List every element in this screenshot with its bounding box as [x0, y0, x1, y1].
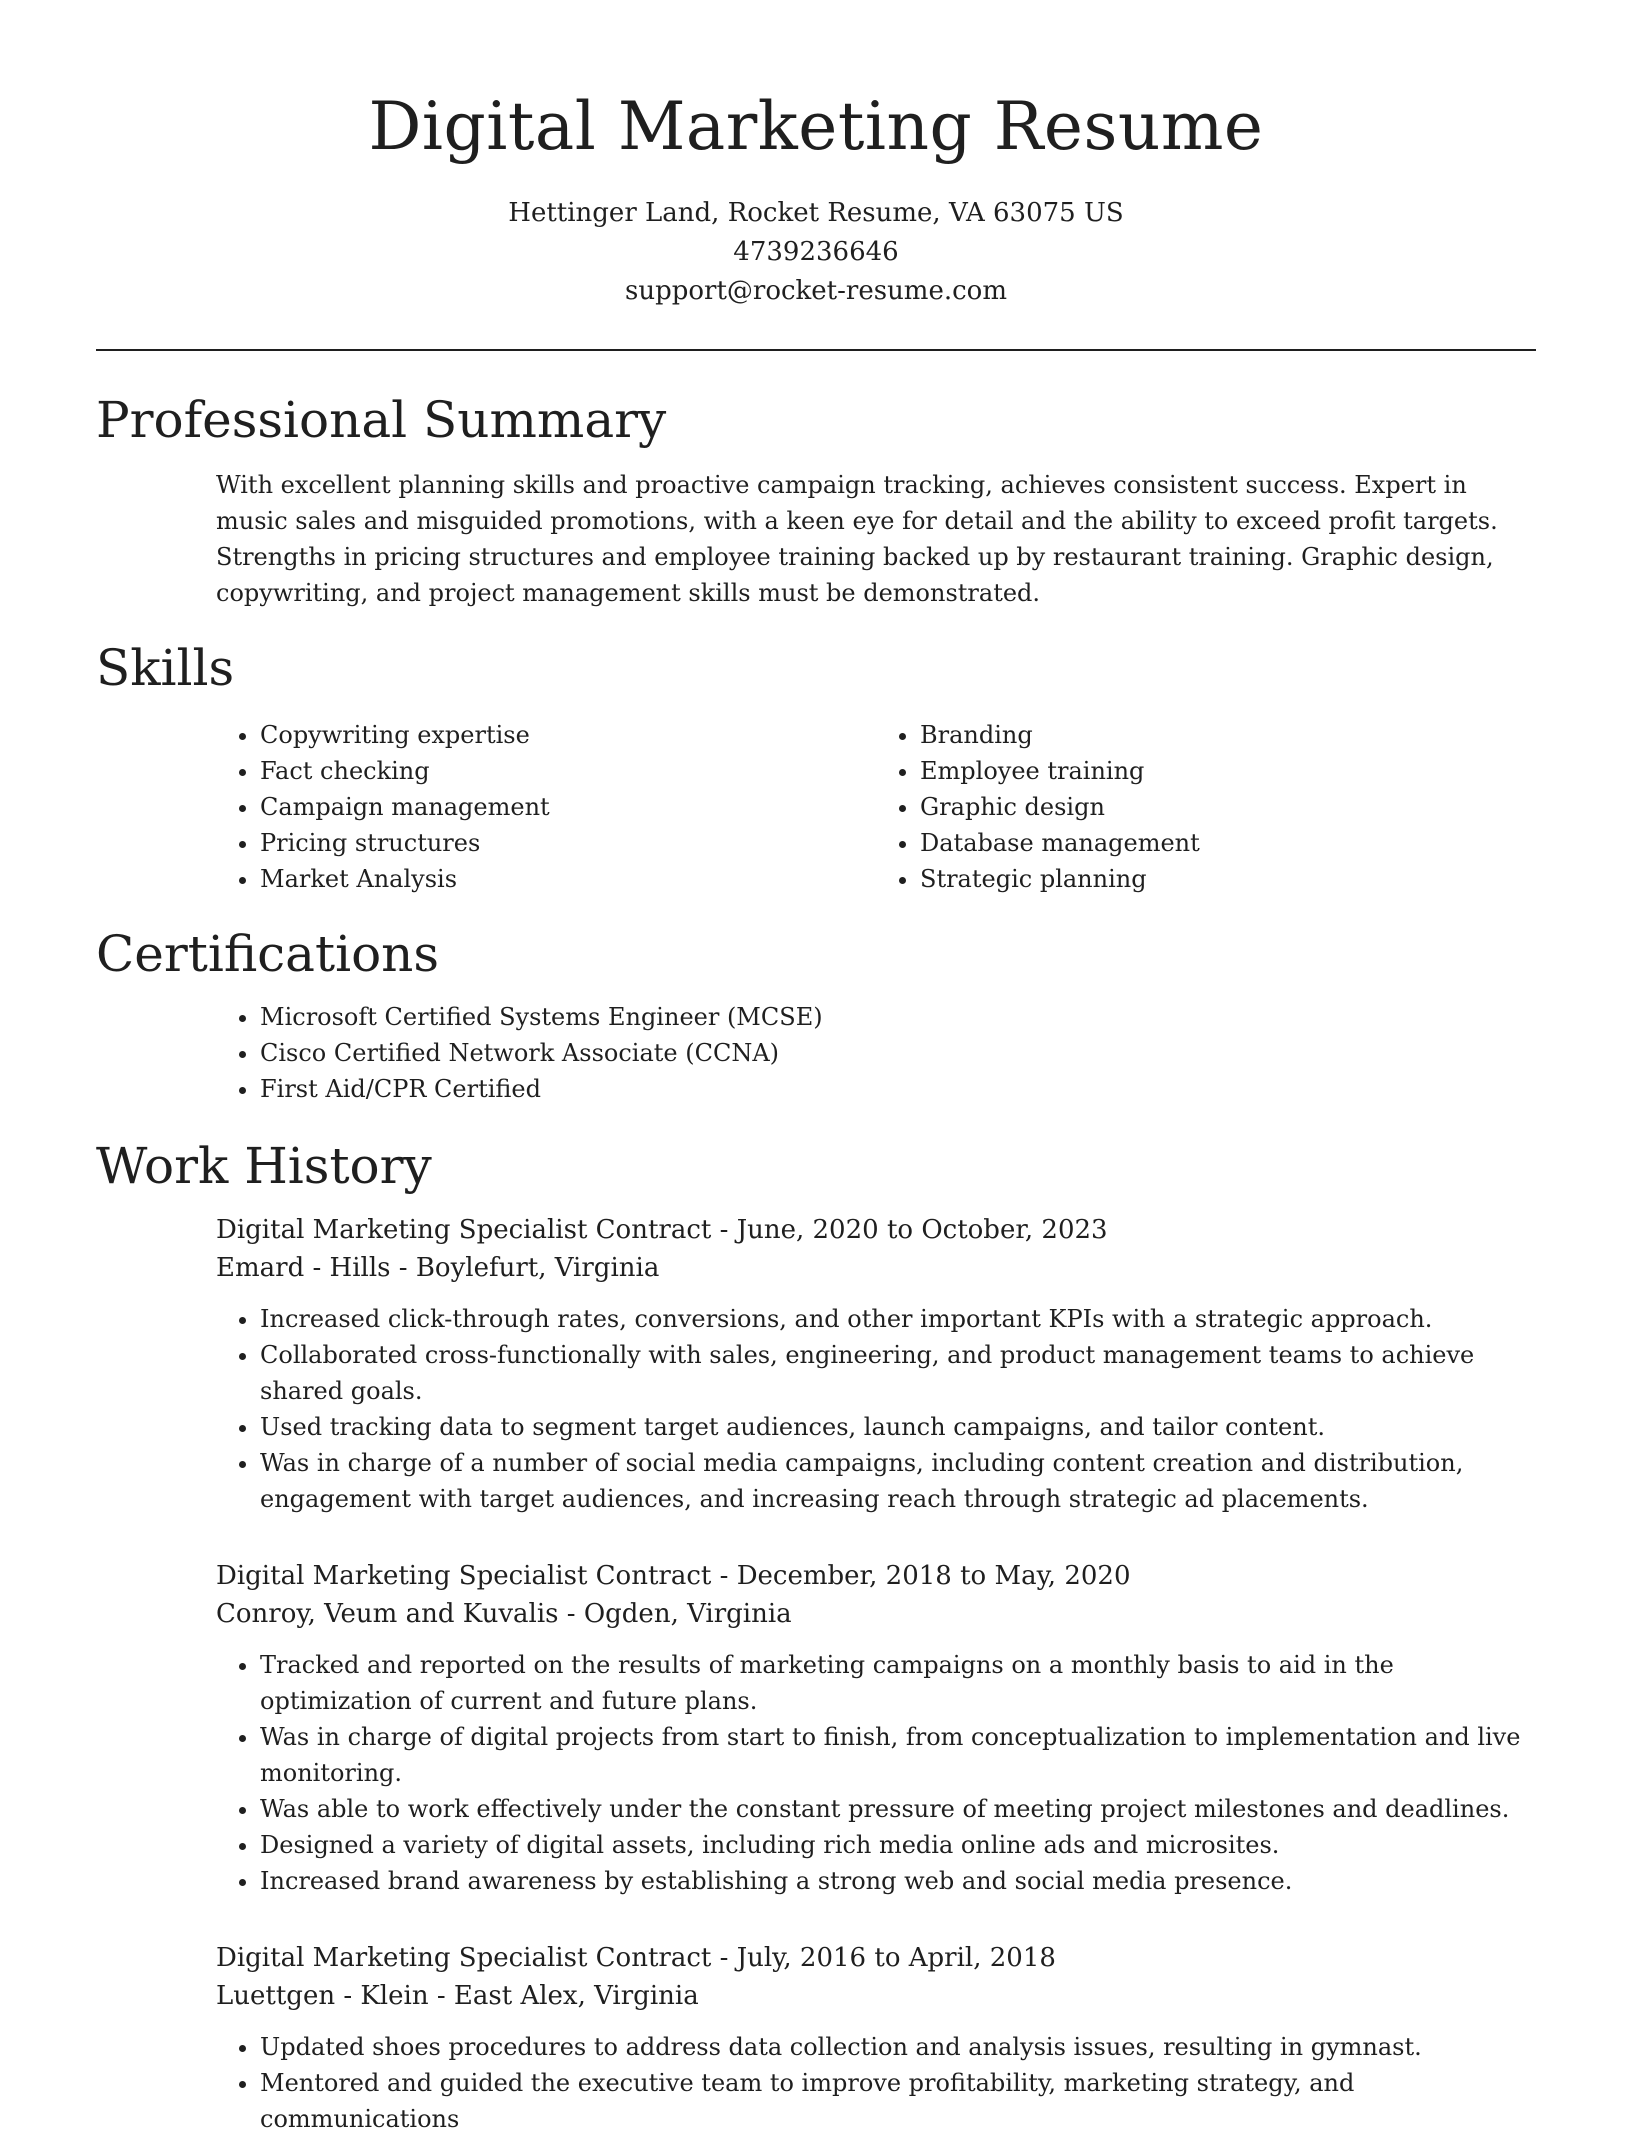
job-bullet: • Was in charge of digital projects from start to finish, from conceptualization to implementation and live monitoring. — [260, 1719, 1536, 1791]
job-title: Digital Marketing Specialist Contract — [216, 1943, 712, 1973]
job-title: Digital Marketing Specialist Contract — [216, 1561, 712, 1591]
job-bullet: • Increased click-through rates, conversions, and other important KPIs with a strategic approach. — [260, 1301, 1536, 1337]
job-bullet: • Mentored and guided the executive team to improve profitability, marketing strategy, and communications — [260, 2065, 1536, 2137]
job-title-line: Digital Marketing Specialist Contract - June, 2020 to October, 2023 — [216, 1215, 1108, 1245]
certifications-list — [216, 999, 1536, 1107]
job-location: Ogden, Virginia — [583, 1599, 792, 1629]
job-bullet: • Was in charge of a number of social media campaigns, including content creation and distribution, engagement with target audiences, and increasing reach through strategic ad placements. — [260, 1445, 1536, 1517]
job-company: Luettgen - Klein — [216, 1981, 429, 2011]
skills-column-left — [216, 717, 876, 897]
job-company: Emard - Hills — [216, 1253, 391, 1283]
resume-page — [96, 0, 1536, 2137]
job-dates: July, 2016 to April, 2018 — [736, 1943, 1056, 1973]
phone-number: 4739236646 — [733, 237, 899, 267]
skill-item: • Employee training — [920, 753, 1536, 789]
contact-info — [96, 194, 1536, 311]
skill-item: • Strategic planning — [920, 861, 1536, 897]
job-bullets — [216, 1301, 1536, 1517]
job-bullet: • Updated shoes procedures to address data collection and analysis issues, resulting in gymnast. — [260, 2029, 1536, 2065]
job-title-line: Digital Marketing Specialist Contract - July, 2016 to April, 2018 — [216, 1943, 1056, 1973]
skill-item: • Campaign management — [260, 789, 876, 825]
job-bullets — [216, 1647, 1536, 1899]
job-entry — [216, 1557, 1536, 1899]
job-entry — [216, 1211, 1536, 1517]
job-location: Boylefurt, Virginia — [415, 1253, 660, 1283]
email-address: support@rocket-resume.com — [624, 276, 1007, 306]
job-dates: December, 2018 to May, 2020 — [736, 1561, 1131, 1591]
certification-item: • First Aid/CPR Certified — [260, 1071, 1536, 1107]
skill-item: • Branding — [920, 717, 1536, 753]
skill-item: • Copywriting expertise — [260, 717, 876, 753]
job-location: East Alex, Virginia — [453, 1981, 699, 2011]
skill-item: • Market Analysis — [260, 861, 876, 897]
job-company: Conroy, Veum and Kuvalis — [216, 1599, 559, 1629]
certification-item: • Microsoft Certified Systems Engineer (MCSE) — [260, 999, 1536, 1035]
job-title-line: Digital Marketing Specialist Contract - December, 2018 to May, 2020 — [216, 1561, 1131, 1591]
job-company-line: Conroy, Veum and Kuvalis - Ogden, Virginia — [216, 1599, 792, 1629]
job-bullets — [216, 2029, 1536, 2137]
job-bullet: • Used tracking data to segment target audiences, launch campaigns, and tailor content. — [260, 1409, 1536, 1445]
address: Hettinger Land, Rocket Resume, VA 63075 US — [508, 198, 1124, 228]
certification-item: • Cisco Certified Network Associate (CCNA) — [260, 1035, 1536, 1071]
skill-item: • Database management — [920, 825, 1536, 861]
job-company-line: Emard - Hills - Boylefurt, Virginia — [216, 1253, 660, 1283]
header-divider — [96, 349, 1536, 351]
resume-title: Digital Marketing Resume — [368, 88, 1264, 165]
job-entry — [216, 1939, 1536, 2137]
job-title: Digital Marketing Specialist Contract — [216, 1215, 712, 1245]
certifications-heading: Certifications — [96, 925, 440, 983]
skills-column-right — [876, 717, 1536, 897]
skill-item: • Fact checking — [260, 753, 876, 789]
job-dates: June, 2020 to October, 2023 — [736, 1215, 1108, 1245]
summary-heading: Professional Summary — [96, 391, 667, 449]
skill-item: • Graphic design — [920, 789, 1536, 825]
job-company-line: Luettgen - Klein - East Alex, Virginia — [216, 1981, 699, 2011]
job-bullet: • Tracked and reported on the results of marketing campaigns on a monthly basis to aid in the optimization of current and future plans. — [260, 1647, 1536, 1719]
summary-text: With excellent planning skills and proactive campaign tracking, achieves consistent success. Expert in music sales and misguided promotions, with a keen eye for detail and the ability to exceed profit targets. Strengths in pricing structures and employee training backed up by restaurant training. Graphic design, copywriting, and project management skills must be demonstrated. — [216, 471, 1498, 607]
job-bullet: • Designed a variety of digital assets, including rich media online ads and microsites. — [260, 1827, 1536, 1863]
skills-heading: Skills — [96, 639, 235, 697]
skills-list — [216, 717, 1536, 897]
job-bullet: • Increased brand awareness by establishing a strong web and social media presence. — [260, 1863, 1536, 1899]
work-history-heading: Work History — [96, 1137, 432, 1195]
skill-item: • Pricing structures — [260, 825, 876, 861]
job-bullet: • Was able to work effectively under the constant pressure of meeting project milestones and deadlines. — [260, 1791, 1536, 1827]
job-bullet: • Collaborated cross-functionally with sales, engineering, and product management teams to achieve shared goals. — [260, 1337, 1536, 1409]
